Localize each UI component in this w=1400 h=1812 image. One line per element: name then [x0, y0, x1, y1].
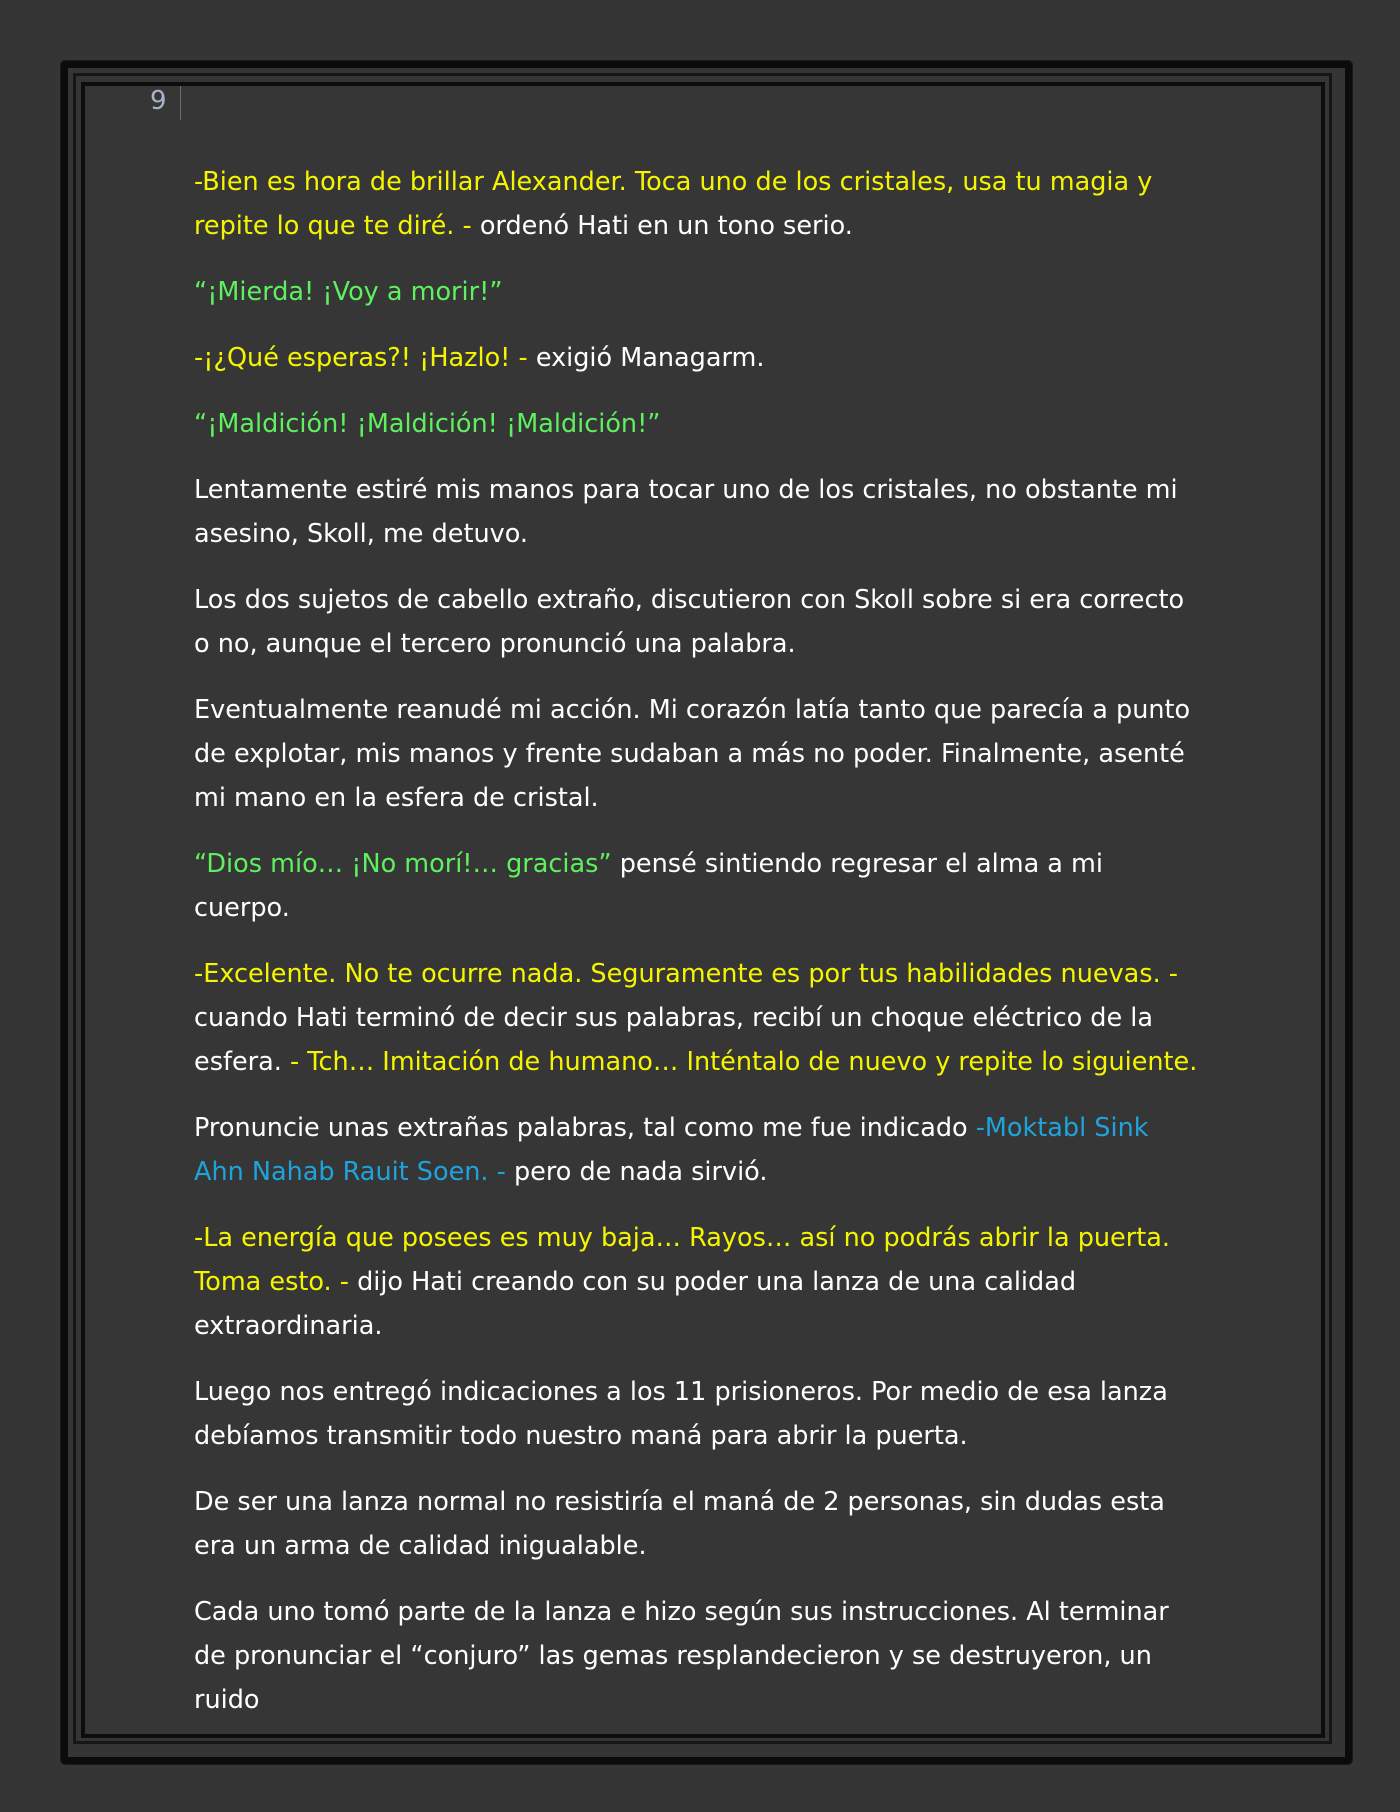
paragraph [194, 952, 1204, 1084]
paragraph [194, 468, 1204, 556]
paragraph [194, 1106, 1204, 1194]
dialogue-text: -Excelente. No te ocurre nada. Seguramente es por tus habilidades nuevas. - [194, 959, 1178, 989]
story-text [194, 160, 1204, 1744]
paragraph [194, 160, 1204, 248]
thought-text: “Dios mío… ¡No morí!… gracias” [194, 849, 620, 879]
narration-text: Pronuncie unas extrañas palabras, tal como me fue indicado [194, 1113, 976, 1143]
thought-text: “¡Maldición! ¡Maldición! ¡Maldición!” [194, 409, 661, 439]
narration-text: dijo Hati creando con su poder una lanza de una calidad extraordinaria. [194, 1267, 1077, 1341]
narration-text: Luego nos entregó indicaciones a los 11 prisioneros. Por medio de esa lanza debíamos transmitir todo nuestro maná para abrir la puerta. [194, 1377, 1168, 1451]
thought-text: “¡Mierda! ¡Voy a morir!” [194, 277, 503, 307]
paragraph [194, 1480, 1204, 1568]
narration-text: Eventualmente reanudé mi acción. Mi corazón latía tanto que parecía a punto de explotar, mis manos y frente sudaban a más no poder. Finalmente, asenté mi mano en la esfera de cristal. [194, 695, 1191, 813]
paragraph [194, 842, 1204, 930]
narration-text: De ser una lanza normal no resistiría el maná de 2 personas, sin dudas esta era un arma de calidad inigualable. [194, 1487, 1165, 1561]
incantation-text: -Moktabl Sink Ahn Nahab Rauit Soen. - [194, 1113, 1149, 1187]
paragraph [194, 1216, 1204, 1348]
paragraph [194, 1370, 1204, 1458]
narration-text: Cada uno tomó parte de la lanza e hizo según sus instrucciones. Al terminar de pronunciar el “conjuro” las gemas resplandecieron y se destruyeron, un ruido [194, 1597, 1169, 1715]
paragraph [194, 688, 1204, 820]
dialogue-text: - Tch… Imitación de humano… Inténtalo de nuevo y repite lo siguiente. [289, 1047, 1198, 1077]
paragraph [194, 578, 1204, 666]
page-number-divider [180, 86, 181, 120]
narration-text: Lentamente estiré mis manos para tocar uno de los cristales, no obstante mi asesino, Skoll, me detuvo. [194, 475, 1178, 549]
paragraph [194, 270, 1204, 314]
page-number: 9 [150, 86, 167, 116]
dialogue-text: -La energía que posees es muy baja… Rayos… así no podrás abrir la puerta. Toma esto. - [194, 1223, 1170, 1297]
narration-text: ordenó Hati en un tono serio. [479, 211, 853, 241]
narration-text: exigió Managarm. [535, 343, 765, 373]
dialogue-text: -¡¿Qué esperas?! ¡Hazlo! - [194, 343, 536, 373]
paragraph [194, 336, 1204, 380]
narration-text: cuando Hati terminó de decir sus palabras, recibí un choque eléctrico de la esfera. [194, 1003, 1153, 1077]
paragraph [194, 402, 1204, 446]
narration-text: pensé sintiendo regresar el alma a mi cuerpo. [194, 849, 1103, 923]
narration-text: pero de nada sirvió. [513, 1157, 768, 1187]
narration-text: Los dos sujetos de cabello extraño, discutieron con Skoll sobre si era correcto o no, aunque el tercero pronunció una palabra. [194, 585, 1185, 659]
paragraph [194, 1590, 1204, 1722]
dialogue-text: -Bien es hora de brillar Alexander. Toca uno de los cristales, usa tu magia y repite lo que te diré. - [194, 167, 1153, 241]
